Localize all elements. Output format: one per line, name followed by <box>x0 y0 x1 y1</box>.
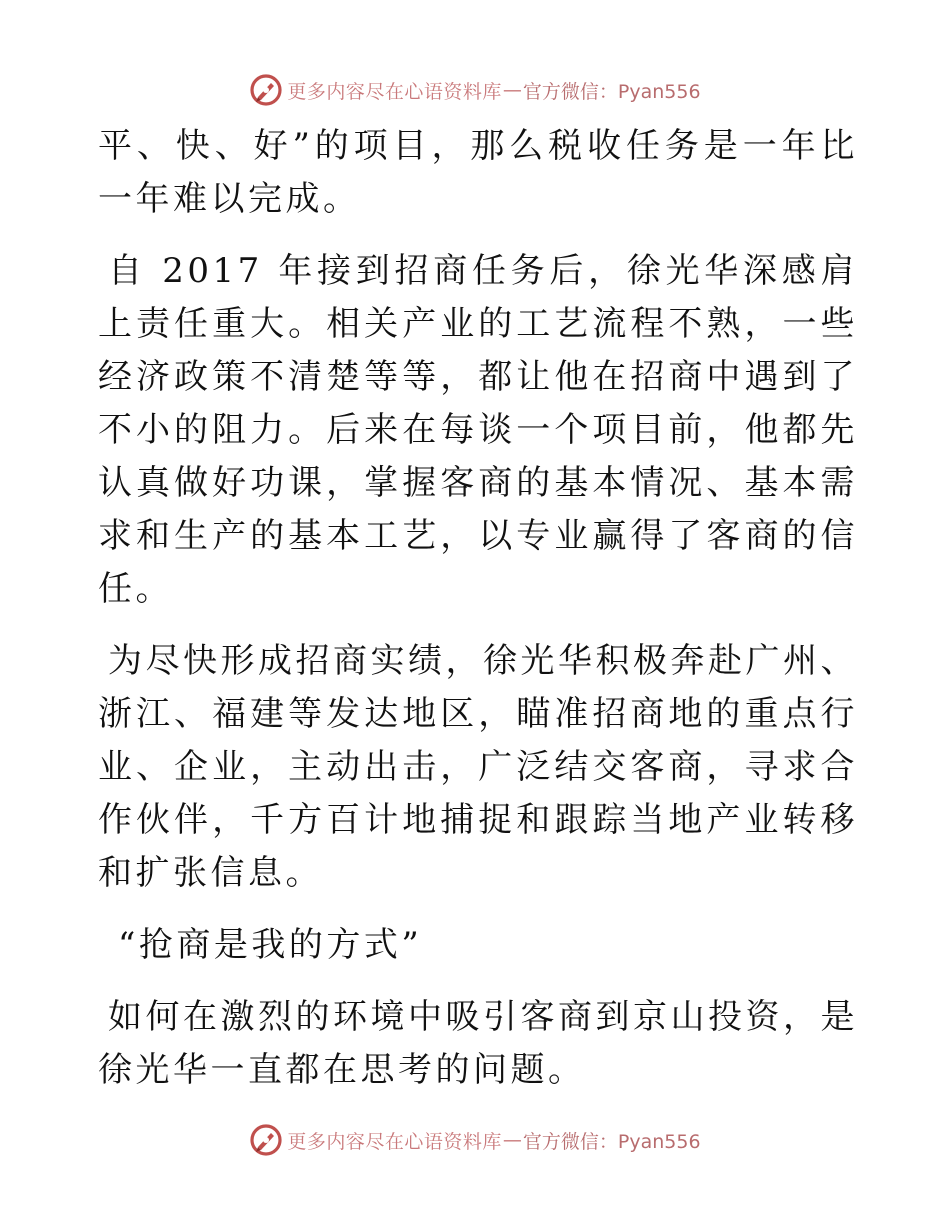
watermark-dash: — <box>502 1129 522 1151</box>
paragraph-4: 如何在激烈的环境中吸引客商到京山投资，是徐光华一直都在思考的问题。 <box>98 997 858 1090</box>
pen-logo-icon <box>249 73 283 107</box>
watermark-main-text: 更多内容尽在心语资料库 <box>287 1130 502 1153</box>
footer-watermark <box>0 1120 950 1160</box>
header-watermark <box>0 70 950 110</box>
paragraph-3: 为尽快形成招商实绩，徐光华积极奔赴广州、浙江、福建等发达地区，瞄准招商地的重点行业、企业，主动出击，广泛结交客商，寻求合作伙伴，千方百计地捕捉和跟踪当地产业转移和扩张信息。 <box>98 641 858 893</box>
watermark-wechat-text: 官方微信：Pyan556 <box>522 1130 701 1153</box>
paragraph-2: 自 2017 年接到招商任务后，徐光华深感肩上责任重大。相关产业的工艺流程不熟，一些经济政策不清楚等等，都让他在招商中遇到了不小的阻力。后来在每谈一个项目前，他都先认真做好功课，掌握客商的基本情况、基本需求和生产的基本工艺，以专业赢得了客商的信任。 <box>98 251 858 609</box>
article-body <box>98 120 858 1097</box>
section-heading: “抢商是我的方式” <box>118 925 423 965</box>
watermark-dash: — <box>502 79 522 101</box>
watermark-wechat-text: 官方微信：Pyan556 <box>522 80 701 103</box>
paragraph-1: 平、快、好”的项目，那么税收任务是一年比一年难以完成。 <box>98 126 858 219</box>
watermark-main-text: 更多内容尽在心语资料库 <box>287 80 502 103</box>
pen-logo-icon <box>249 1123 283 1157</box>
